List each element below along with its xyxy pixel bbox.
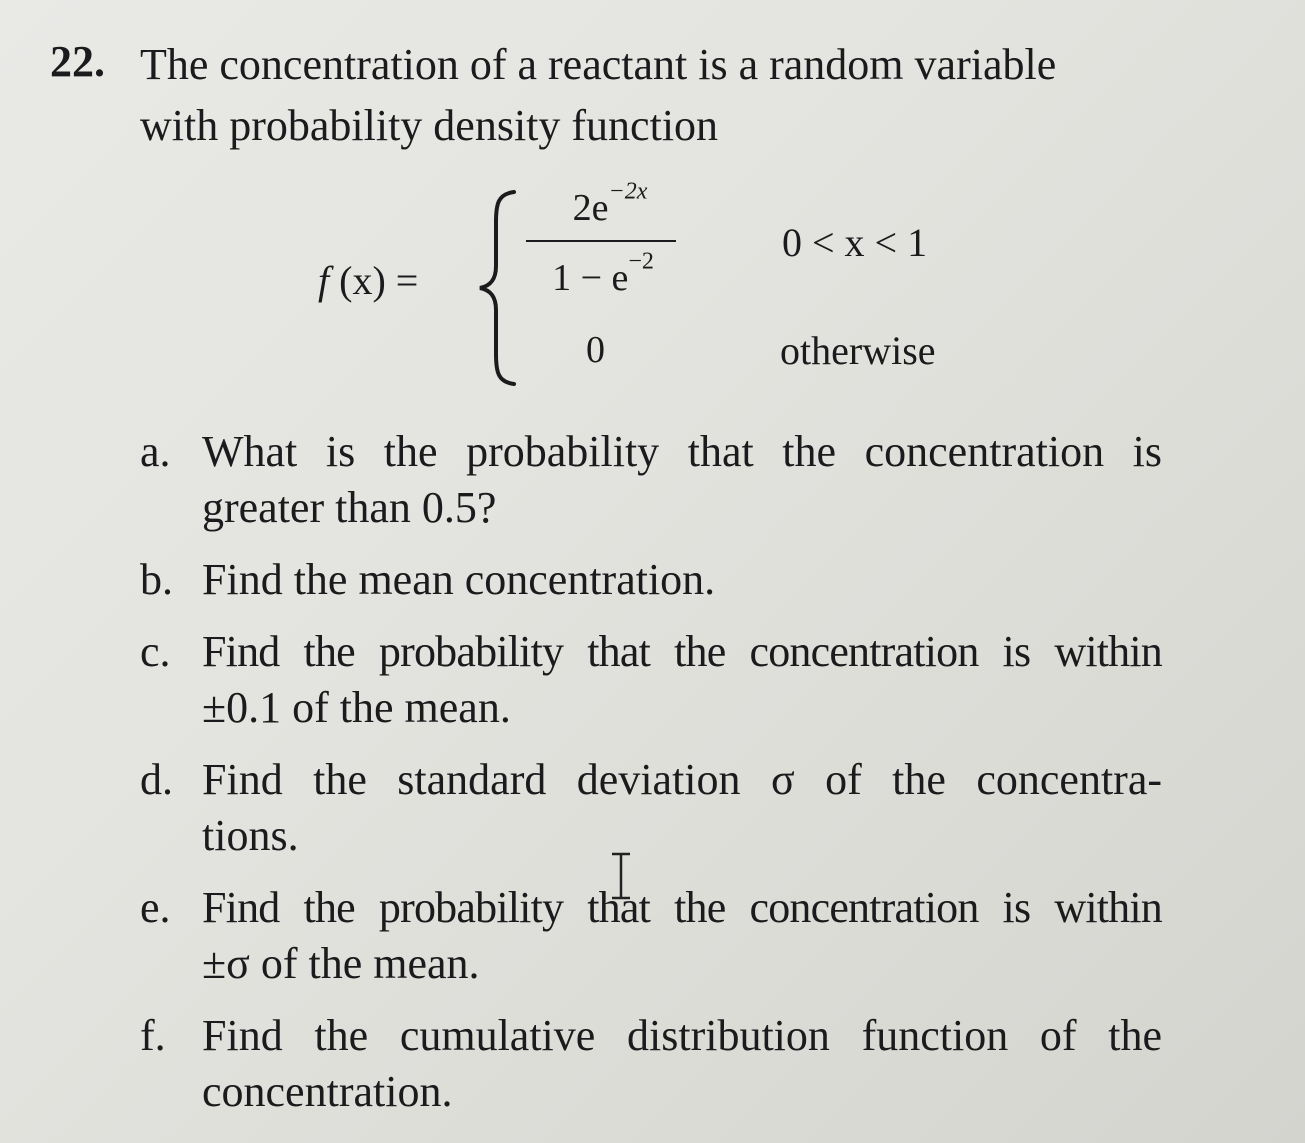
- question-letter: e.: [140, 883, 171, 932]
- fraction-denominator: [528, 248, 678, 302]
- condition-otherwise: otherwise: [780, 328, 936, 373]
- denominator-base: 1 − e: [552, 257, 629, 299]
- intro-line-1: The concentration of a reactant is a random variable: [140, 40, 1057, 89]
- text-cursor-icon: [606, 852, 636, 900]
- problem-number: 22.: [50, 37, 105, 86]
- question-letter: a.: [140, 427, 171, 476]
- function-argument: (x) =: [329, 258, 419, 303]
- question-letter: c.: [140, 627, 171, 676]
- pdf-equation: [0, 0, 1305, 420]
- denominator-exponent: −2: [628, 248, 654, 275]
- question-line: Find the cumulative distribution function of the: [202, 1011, 1162, 1060]
- question-letter: d.: [140, 755, 173, 804]
- question-line: concentration.: [202, 1067, 453, 1116]
- fraction-bar: [526, 240, 676, 242]
- question-line: Find the probability that the concentration is within: [202, 627, 1162, 676]
- question-line: ±σ of the mean.: [202, 939, 480, 988]
- question-line: Find the probability that the concentration is within: [202, 883, 1162, 932]
- numerator-base: 2e: [572, 187, 609, 229]
- otherwise-value: 0: [586, 329, 605, 371]
- question-line: Find the standard deviation σ of the concentra-: [202, 755, 1162, 804]
- question-line: What is the probability that the concentration is: [202, 427, 1162, 476]
- left-brace-icon: [470, 188, 530, 388]
- function-symbol: f: [318, 258, 330, 303]
- question-line: ±0.1 of the mean.: [202, 683, 511, 732]
- question-line: tions.: [202, 811, 299, 860]
- fraction-numerator: [540, 178, 680, 232]
- question-line: Find the mean concentration.: [202, 555, 716, 604]
- numerator-exponent: −2x: [608, 178, 648, 205]
- condition-range: 0 < x < 1: [782, 220, 928, 265]
- function-label: [318, 256, 418, 306]
- question-letter: b.: [140, 555, 173, 604]
- intro-line-2: with probability density function: [140, 101, 719, 150]
- question-line: greater than 0.5?: [202, 483, 497, 532]
- question-letter: f.: [140, 1011, 166, 1060]
